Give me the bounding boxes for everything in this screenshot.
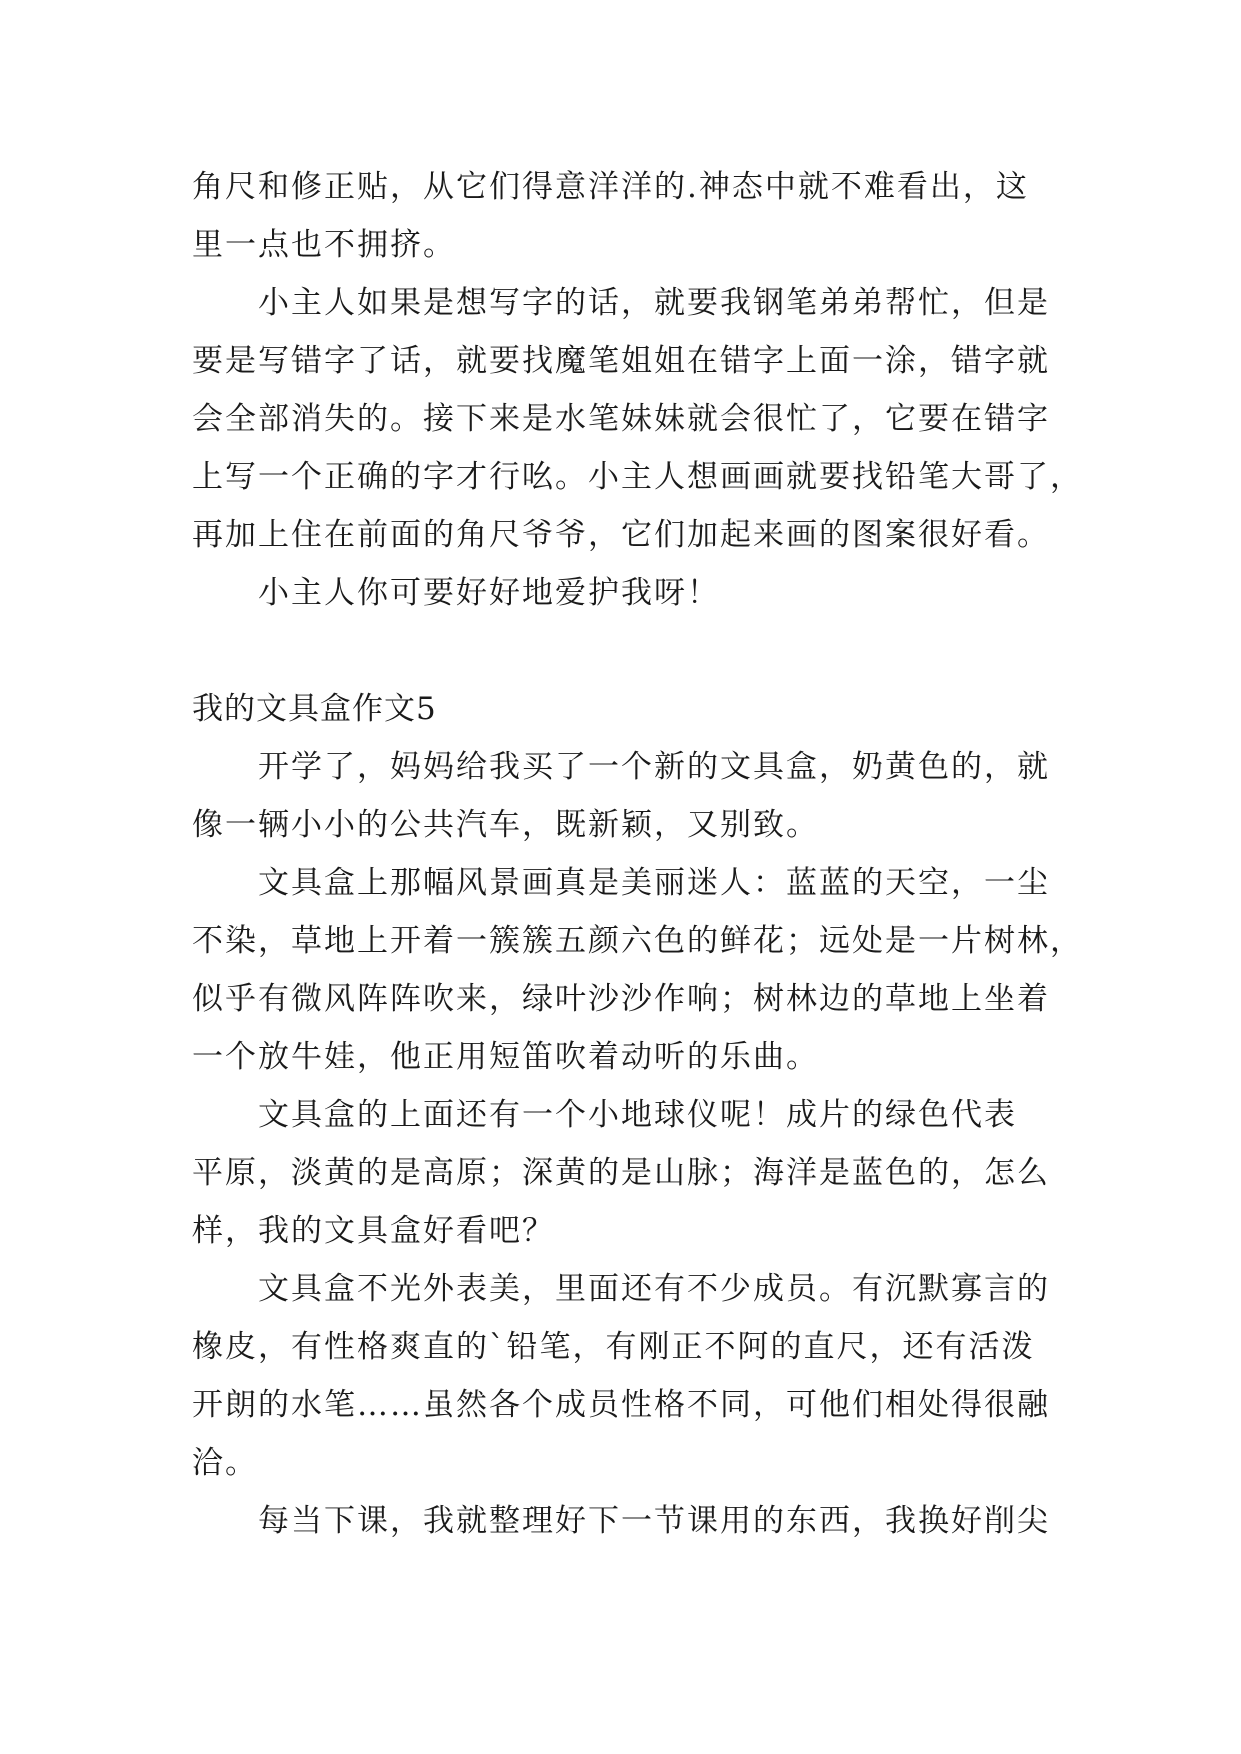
paragraph-start: 小主人如果是想写字的话，就要我钢笔弟弟帮忙，但是 bbox=[258, 285, 1050, 321]
text-line: 一个放牛娃，他正用短笛吹着动听的乐曲。 bbox=[192, 1039, 819, 1075]
text-line: 要是写错字了话，就要找魔笔姐姐在错字上面一涂，错字就 bbox=[192, 343, 1050, 379]
text-line: 不染，草地上开着一簇簇五颜六色的鲜花；远处是一片树林， bbox=[192, 923, 1083, 959]
text-line: 再加上住在前面的角尺爷爷，它们加起来画的图案很好看。 bbox=[192, 517, 1050, 553]
paragraph-start: 开学了，妈妈给我买了一个新的文具盒，奶黄色的，就 bbox=[258, 749, 1050, 785]
paragraph-start: 文具盒的上面还有一个小地球仪呢！成片的绿色代表 bbox=[258, 1097, 1017, 1133]
paragraph-start: 每当下课，我就整理好下一节课用的东西，我换好削尖 bbox=[258, 1503, 1050, 1539]
text-line: 样，我的文具盒好看吧？ bbox=[192, 1213, 555, 1249]
text-line: 平原，淡黄的是高原；深黄的是山脉；海洋是蓝色的，怎么 bbox=[192, 1155, 1050, 1191]
text-line: 开朗的水笔……虽然各个成员性格不同，可他们相处得很融 bbox=[192, 1387, 1050, 1423]
text-line: 橡皮，有性格爽直的`铅笔，有刚正不阿的直尺，还有活泼 bbox=[192, 1329, 1035, 1365]
text-line: 会全部消失的。接下来是水笔妹妹就会很忙了，它要在错字 bbox=[192, 401, 1050, 437]
text-line: 洽。 bbox=[192, 1445, 258, 1481]
paragraph-start: 文具盒上那幅风景画真是美丽迷人：蓝蓝的天空，一尘 bbox=[258, 865, 1050, 901]
text-line: 里一点也不拥挤。 bbox=[192, 227, 456, 263]
text-line: 像一辆小小的公共汽车，既新颖，又别致。 bbox=[192, 807, 819, 843]
paragraph-start: 文具盒不光外表美，里面还有不少成员。有沉默寡言的 bbox=[258, 1271, 1050, 1307]
section-gap bbox=[192, 622, 1057, 680]
section-heading: 我的文具盒作文5 bbox=[192, 691, 437, 727]
paragraph-start: 小主人你可要好好地爱护我呀！ bbox=[258, 575, 720, 611]
text-line: 似乎有微风阵阵吹来，绿叶沙沙作响；树林边的草地上坐着 bbox=[192, 981, 1050, 1017]
text-line: 上写一个正确的字才行吆。小主人想画画就要找铅笔大哥了， bbox=[192, 459, 1083, 495]
document-body bbox=[192, 158, 1083, 1550]
text-line: 角尺和修正贴，从它们得意洋洋的.神态中就不难看出，这 bbox=[192, 169, 1029, 205]
